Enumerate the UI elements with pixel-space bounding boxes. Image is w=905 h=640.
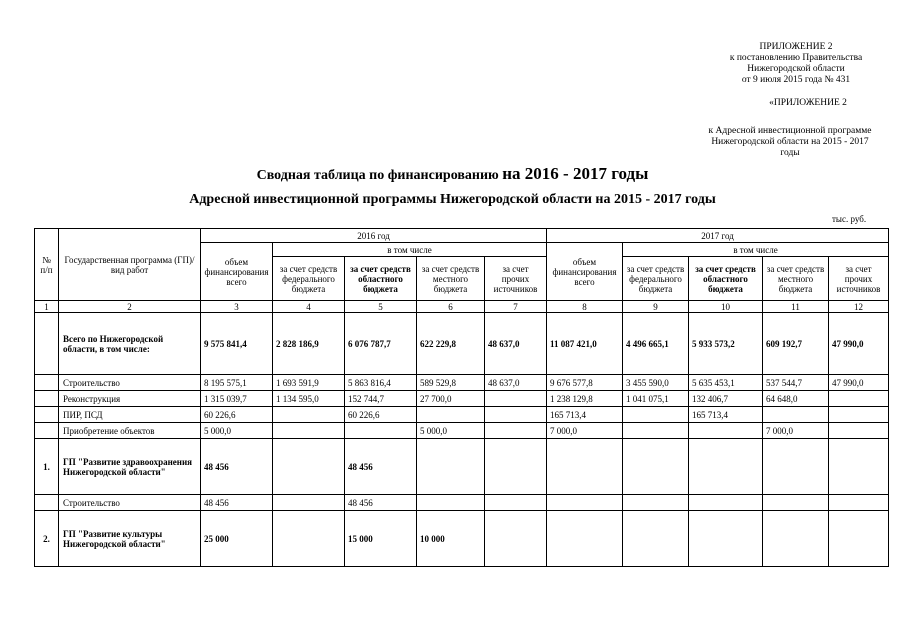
value-cell: 609 192,7 xyxy=(763,313,829,375)
page-title xyxy=(0,164,905,184)
value-cell xyxy=(829,439,889,495)
financing-table xyxy=(34,228,889,567)
column-number: 8 xyxy=(547,301,623,313)
table-row xyxy=(35,511,889,567)
value-cell xyxy=(689,495,763,511)
value-cell xyxy=(417,407,485,423)
value-cell: 132 406,7 xyxy=(689,391,763,407)
value-cell xyxy=(485,423,547,439)
units-label: тыс. руб. xyxy=(832,214,867,224)
value-cell xyxy=(689,439,763,495)
value-cell xyxy=(273,495,345,511)
header-total-2017: объем финансирования всего xyxy=(547,243,623,301)
appendix-line-1: ПРИЛОЖЕНИЕ 2 xyxy=(759,42,833,52)
column-number: 7 xyxy=(485,301,547,313)
table-row xyxy=(35,439,889,495)
header-regional-2017: за счет средств областного бюджета xyxy=(689,257,763,301)
column-number: 11 xyxy=(763,301,829,313)
row-number xyxy=(35,375,59,391)
row-name: ГП "Развитие культуры Нижегородской области" xyxy=(59,511,201,567)
value-cell xyxy=(623,495,689,511)
value-cell xyxy=(547,511,623,567)
value-cell: 11 087 421,0 xyxy=(547,313,623,375)
header-other-2017: за счет прочих источников xyxy=(829,257,889,301)
row-number xyxy=(35,407,59,423)
value-cell xyxy=(485,511,547,567)
value-cell: 48 637,0 xyxy=(485,375,547,391)
value-cell xyxy=(689,423,763,439)
header-year-2017: 2017 год xyxy=(547,229,889,243)
appendix2-body xyxy=(690,126,890,159)
value-cell: 165 713,4 xyxy=(689,407,763,423)
column-number: 6 xyxy=(417,301,485,313)
value-cell xyxy=(763,439,829,495)
value-cell: 589 529,8 xyxy=(417,375,485,391)
table-row xyxy=(35,391,889,407)
column-number: 1 xyxy=(35,301,59,313)
value-cell: 1 238 129,8 xyxy=(547,391,623,407)
value-cell xyxy=(345,423,417,439)
appendix-line-4: от 9 июля 2015 года № 431 xyxy=(741,75,851,85)
value-cell xyxy=(763,511,829,567)
header-local-2017: за счет средств местного бюджета xyxy=(763,257,829,301)
value-cell: 7 000,0 xyxy=(763,423,829,439)
value-cell: 622 229,8 xyxy=(417,313,485,375)
row-name: ГП "Развитие здравоохранения Нижегородской области" xyxy=(59,439,201,495)
appendix2-line-1: «ПРИЛОЖЕНИЕ 2 xyxy=(769,98,847,108)
value-cell: 1 693 591,9 xyxy=(273,375,345,391)
row-number xyxy=(35,495,59,511)
table-row xyxy=(35,375,889,391)
value-cell: 25 000 xyxy=(201,511,273,567)
value-cell xyxy=(763,407,829,423)
row-name: Всего по Нижегородской области, в том числе: xyxy=(59,313,201,375)
row-name: ПИР, ПСД xyxy=(59,407,201,423)
value-cell: 5 635 453,1 xyxy=(689,375,763,391)
value-cell: 1 315 039,7 xyxy=(201,391,273,407)
value-cell xyxy=(829,407,889,423)
header-local-2016: за счет средств местного бюджета xyxy=(417,257,485,301)
value-cell xyxy=(547,495,623,511)
value-cell xyxy=(273,423,345,439)
column-number: 12 xyxy=(829,301,889,313)
value-cell: 9 676 577,8 xyxy=(547,375,623,391)
value-cell xyxy=(623,423,689,439)
value-cell: 60 226,6 xyxy=(201,407,273,423)
row-name: Приобретение объектов xyxy=(59,423,201,439)
table-row xyxy=(35,423,889,439)
value-cell xyxy=(273,511,345,567)
value-cell xyxy=(623,407,689,423)
header-incl-2017: в том числе xyxy=(623,243,889,257)
value-cell xyxy=(829,391,889,407)
value-cell: 47 990,0 xyxy=(829,375,889,391)
value-cell xyxy=(485,391,547,407)
header-federal-2016: за счет средств федерального бюджета xyxy=(273,257,345,301)
header-federal-2017: за счет средств федерального бюджета xyxy=(623,257,689,301)
value-cell: 48 456 xyxy=(345,495,417,511)
appendix2-line-4: годы xyxy=(780,148,800,158)
value-cell xyxy=(417,495,485,511)
value-cell: 48 456 xyxy=(201,439,273,495)
column-number: 10 xyxy=(689,301,763,313)
header-year-2016: 2016 год xyxy=(201,229,547,243)
appendix-line-2: к постановлению Правительства xyxy=(729,53,863,63)
value-cell: 6 076 787,7 xyxy=(345,313,417,375)
header-total-2016: объем финансирования всего xyxy=(201,243,273,301)
value-cell xyxy=(273,407,345,423)
appendix2-line-3: Нижегородской области на 2015 - 2017 xyxy=(711,137,869,147)
value-cell xyxy=(689,511,763,567)
row-number: 1. xyxy=(35,439,59,495)
table-row xyxy=(35,313,889,375)
value-cell: 2 828 186,9 xyxy=(273,313,345,375)
row-name: Строительство xyxy=(59,375,201,391)
value-cell: 48 456 xyxy=(345,439,417,495)
header-regional-2016: за счет средств областного бюджета xyxy=(345,257,417,301)
value-cell: 152 744,7 xyxy=(345,391,417,407)
column-number: 4 xyxy=(273,301,345,313)
page-subtitle: Адресной инвестиционной программы Нижегородской области на 2015 - 2017 годы xyxy=(189,192,716,207)
value-cell xyxy=(623,511,689,567)
table-row xyxy=(35,407,889,423)
table-row xyxy=(35,495,889,511)
value-cell: 165 713,4 xyxy=(547,407,623,423)
column-number: 9 xyxy=(623,301,689,313)
value-cell: 64 648,0 xyxy=(763,391,829,407)
header-incl-2016: в том числе xyxy=(273,243,547,257)
value-cell: 5 000,0 xyxy=(201,423,273,439)
value-cell: 10 000 xyxy=(417,511,485,567)
value-cell xyxy=(417,439,485,495)
value-cell xyxy=(485,495,547,511)
header-other-2016: за счет прочих источников xyxy=(485,257,547,301)
row-number xyxy=(35,313,59,375)
value-cell: 537 544,7 xyxy=(763,375,829,391)
row-number xyxy=(35,391,59,407)
value-cell: 8 195 575,1 xyxy=(201,375,273,391)
value-cell xyxy=(623,439,689,495)
row-number: 2. xyxy=(35,511,59,567)
value-cell xyxy=(763,495,829,511)
value-cell: 5 000,0 xyxy=(417,423,485,439)
value-cell: 27 700,0 xyxy=(417,391,485,407)
column-number: 3 xyxy=(201,301,273,313)
value-cell: 3 455 590,0 xyxy=(623,375,689,391)
row-number xyxy=(35,423,59,439)
appendix-line-3: Нижегородской области xyxy=(747,64,845,74)
page-title-prefix: Сводная таблица по финансированию xyxy=(256,168,499,183)
appendix-header xyxy=(706,42,886,86)
value-cell: 1 134 595,0 xyxy=(273,391,345,407)
appendix2-line-2: к Адресной инвестиционной программе xyxy=(708,126,872,136)
page-title-suffix: на 2016 - 2017 годы xyxy=(502,164,649,183)
value-cell: 5 933 573,2 xyxy=(689,313,763,375)
value-cell: 9 575 841,4 xyxy=(201,313,273,375)
header-num: № п/п xyxy=(35,229,59,301)
header-program: Государственная программа (ГП)/ вид работ xyxy=(59,229,201,301)
row-name: Реконструкция xyxy=(59,391,201,407)
row-name: Строительство xyxy=(59,495,201,511)
value-cell: 48 456 xyxy=(201,495,273,511)
column-number: 5 xyxy=(345,301,417,313)
value-cell: 1 041 075,1 xyxy=(623,391,689,407)
value-cell: 47 990,0 xyxy=(829,313,889,375)
value-cell: 60 226,6 xyxy=(345,407,417,423)
value-cell xyxy=(829,511,889,567)
value-cell: 4 496 665,1 xyxy=(623,313,689,375)
value-cell: 5 863 816,4 xyxy=(345,375,417,391)
value-cell xyxy=(485,439,547,495)
column-number: 2 xyxy=(59,301,201,313)
value-cell: 48 637,0 xyxy=(485,313,547,375)
value-cell: 15 000 xyxy=(345,511,417,567)
value-cell xyxy=(829,423,889,439)
value-cell xyxy=(485,407,547,423)
value-cell xyxy=(273,439,345,495)
value-cell xyxy=(829,495,889,511)
value-cell xyxy=(547,439,623,495)
value-cell: 7 000,0 xyxy=(547,423,623,439)
